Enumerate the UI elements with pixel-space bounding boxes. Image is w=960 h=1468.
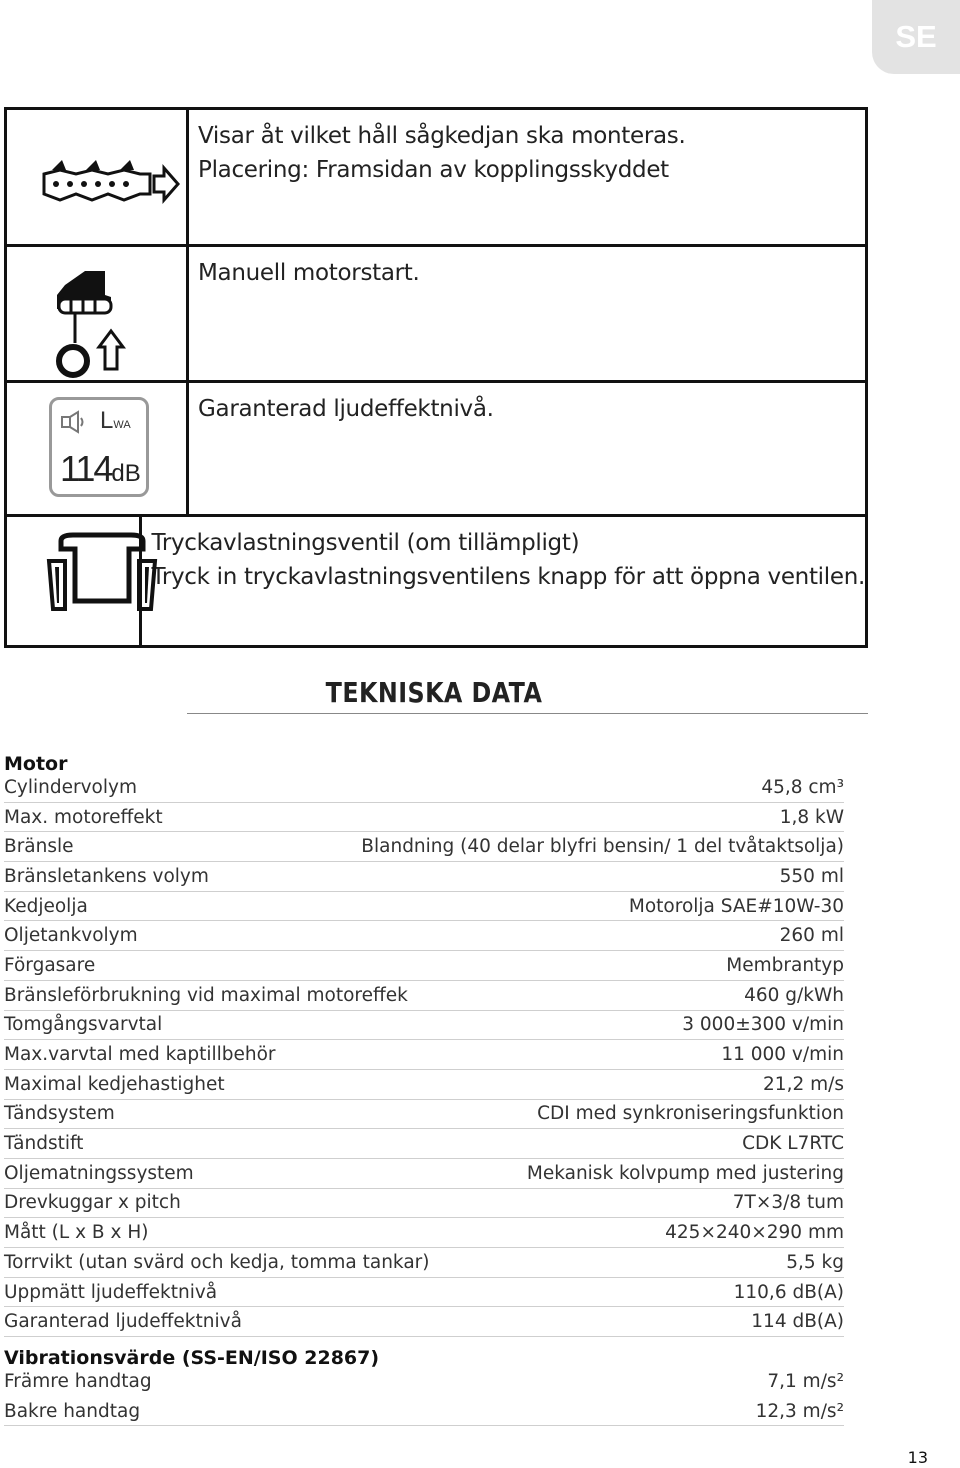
spec-value: 114 dB(A) [751, 1311, 844, 1333]
spec-row [4, 892, 844, 922]
spec-label: Tändstift [4, 1133, 84, 1155]
section-title: TEKNISKA DATA [325, 676, 543, 709]
spec-label: Förgasare [4, 954, 96, 976]
spec-value: 425×240×290 mm [665, 1222, 844, 1244]
spec-value: 11 000 v/min [721, 1044, 844, 1066]
spec-label: Bränsle [4, 836, 74, 858]
spec-label: Bränsletankens volym [4, 865, 209, 887]
spec-row [4, 1248, 844, 1278]
spec-value: 7T×3/8 tum [732, 1192, 844, 1214]
spec-value: 45,8 cm³ [761, 776, 844, 798]
symbol-text-line: Visar åt vilket håll sågkedjan ska monteras. [198, 123, 686, 149]
spec-label: Garanterad ljudeffektnivå [4, 1311, 242, 1333]
motor-spec-list [4, 773, 844, 1337]
spec-row [4, 921, 844, 951]
spec-label: Tomgångsvarvtal [4, 1014, 163, 1036]
sound-power-label-icon [49, 397, 149, 497]
spec-row [4, 1040, 844, 1070]
spec-row [4, 1307, 844, 1337]
spec-row [4, 1011, 844, 1041]
spec-value: 5,5 kg [786, 1251, 844, 1273]
spec-label: Max.varvtal med kaptillbehör [4, 1044, 276, 1066]
decompression-valve-icon [45, 531, 159, 621]
spec-row [4, 1159, 844, 1189]
spec-row [4, 981, 844, 1011]
spec-label: Max. motoreffekt [4, 806, 163, 828]
spec-label: Maximal kedjehastighet [4, 1073, 225, 1095]
symbol-text-line: Tryck in tryckavlastningsventilens knapp för att öppna ventilen. [151, 564, 865, 590]
spec-row [4, 1278, 844, 1308]
spec-value: 550 ml [779, 865, 844, 887]
spec-label: Drevkuggar x pitch [4, 1192, 181, 1214]
spec-label: Mått (L x B x H) [4, 1222, 149, 1244]
vibration-spec-list [4, 1367, 844, 1426]
spec-row [4, 1189, 844, 1219]
page-number: 13 [907, 1448, 928, 1467]
symbol-text-line: Placering: Framsidan av kopplingsskyddet [198, 157, 669, 183]
spec-label: Tändsystem [4, 1103, 115, 1125]
spec-label: Uppmätt ljudeffektnivå [4, 1281, 218, 1303]
spec-label: Torrvikt (utan svärd och kedja, tomma tankar) [4, 1251, 430, 1273]
saw-chain-direction-icon [40, 160, 180, 210]
vibration-group-title: Vibrationsvärde (SS-EN/ISO 22867) [4, 1347, 380, 1369]
spec-label: Cylindervolym [4, 776, 137, 798]
spec-row [4, 862, 844, 892]
sound-subscript: WA [113, 419, 131, 431]
spec-row [4, 1397, 844, 1427]
symbol-text-line: Tryckavlastningsventil (om tillämpligt) [151, 530, 580, 556]
spec-value: 12,3 m/s² [755, 1400, 844, 1422]
spec-row [4, 1367, 844, 1397]
spec-row [4, 832, 844, 862]
spec-row [4, 773, 844, 803]
symbol-row [7, 244, 865, 380]
spec-row [4, 1100, 844, 1130]
spec-value: Motorolja SAE#10W-30 [628, 895, 844, 917]
spec-value: 7,1 m/s² [767, 1371, 844, 1393]
symbol-row [7, 380, 865, 514]
spec-row [4, 1070, 844, 1100]
spec-row [4, 1129, 844, 1159]
spec-label: Kedjeolja [4, 895, 88, 917]
sound-value: 114 [60, 448, 112, 489]
spec-label: Oljetankvolym [4, 925, 138, 947]
spec-value: 3 000±300 v/min [682, 1014, 844, 1036]
spec-value: Membrantyp [726, 954, 844, 976]
motor-group-title: Motor [4, 753, 68, 775]
sound-unit: dB [111, 460, 141, 487]
spec-label: Främre handtag [4, 1371, 152, 1393]
symbol-row [7, 110, 865, 244]
spec-value: 110,6 dB(A) [733, 1281, 844, 1303]
symbol-text-line: Garanterad ljudeffektnivå. [198, 396, 494, 422]
spec-value: CDK L7RTC [742, 1133, 844, 1155]
spec-value: Mekanisk kolvpump med justering [526, 1162, 844, 1184]
spec-row [4, 1218, 844, 1248]
symbol-row [7, 514, 865, 645]
spec-label: Oljematningssystem [4, 1162, 194, 1184]
symbol-table [4, 107, 868, 648]
spec-value: CDI med synkroniseringsfunktion [537, 1103, 844, 1125]
speaker-icon [60, 410, 88, 434]
spec-label: Bränsleförbrukning vid maximal motoreffek [4, 984, 408, 1006]
spec-value: 460 g/kWh [744, 984, 844, 1006]
manual-start-icon [47, 267, 137, 379]
spec-label: Bakre handtag [4, 1400, 141, 1422]
title-divider [187, 713, 868, 714]
symbol-text-line: Manuell motorstart. [198, 260, 420, 286]
spec-value: Blandning (40 delar blyfri bensin/ 1 del tvåtaktsolja) [361, 836, 844, 858]
spec-value: 260 ml [779, 925, 844, 947]
spec-row [4, 951, 844, 981]
language-tab: SE [872, 0, 960, 74]
spec-row [4, 803, 844, 833]
spec-value: 21,2 m/s [763, 1073, 844, 1095]
sound-symbol: L [100, 407, 114, 434]
spec-value: 1,8 kW [779, 806, 844, 828]
